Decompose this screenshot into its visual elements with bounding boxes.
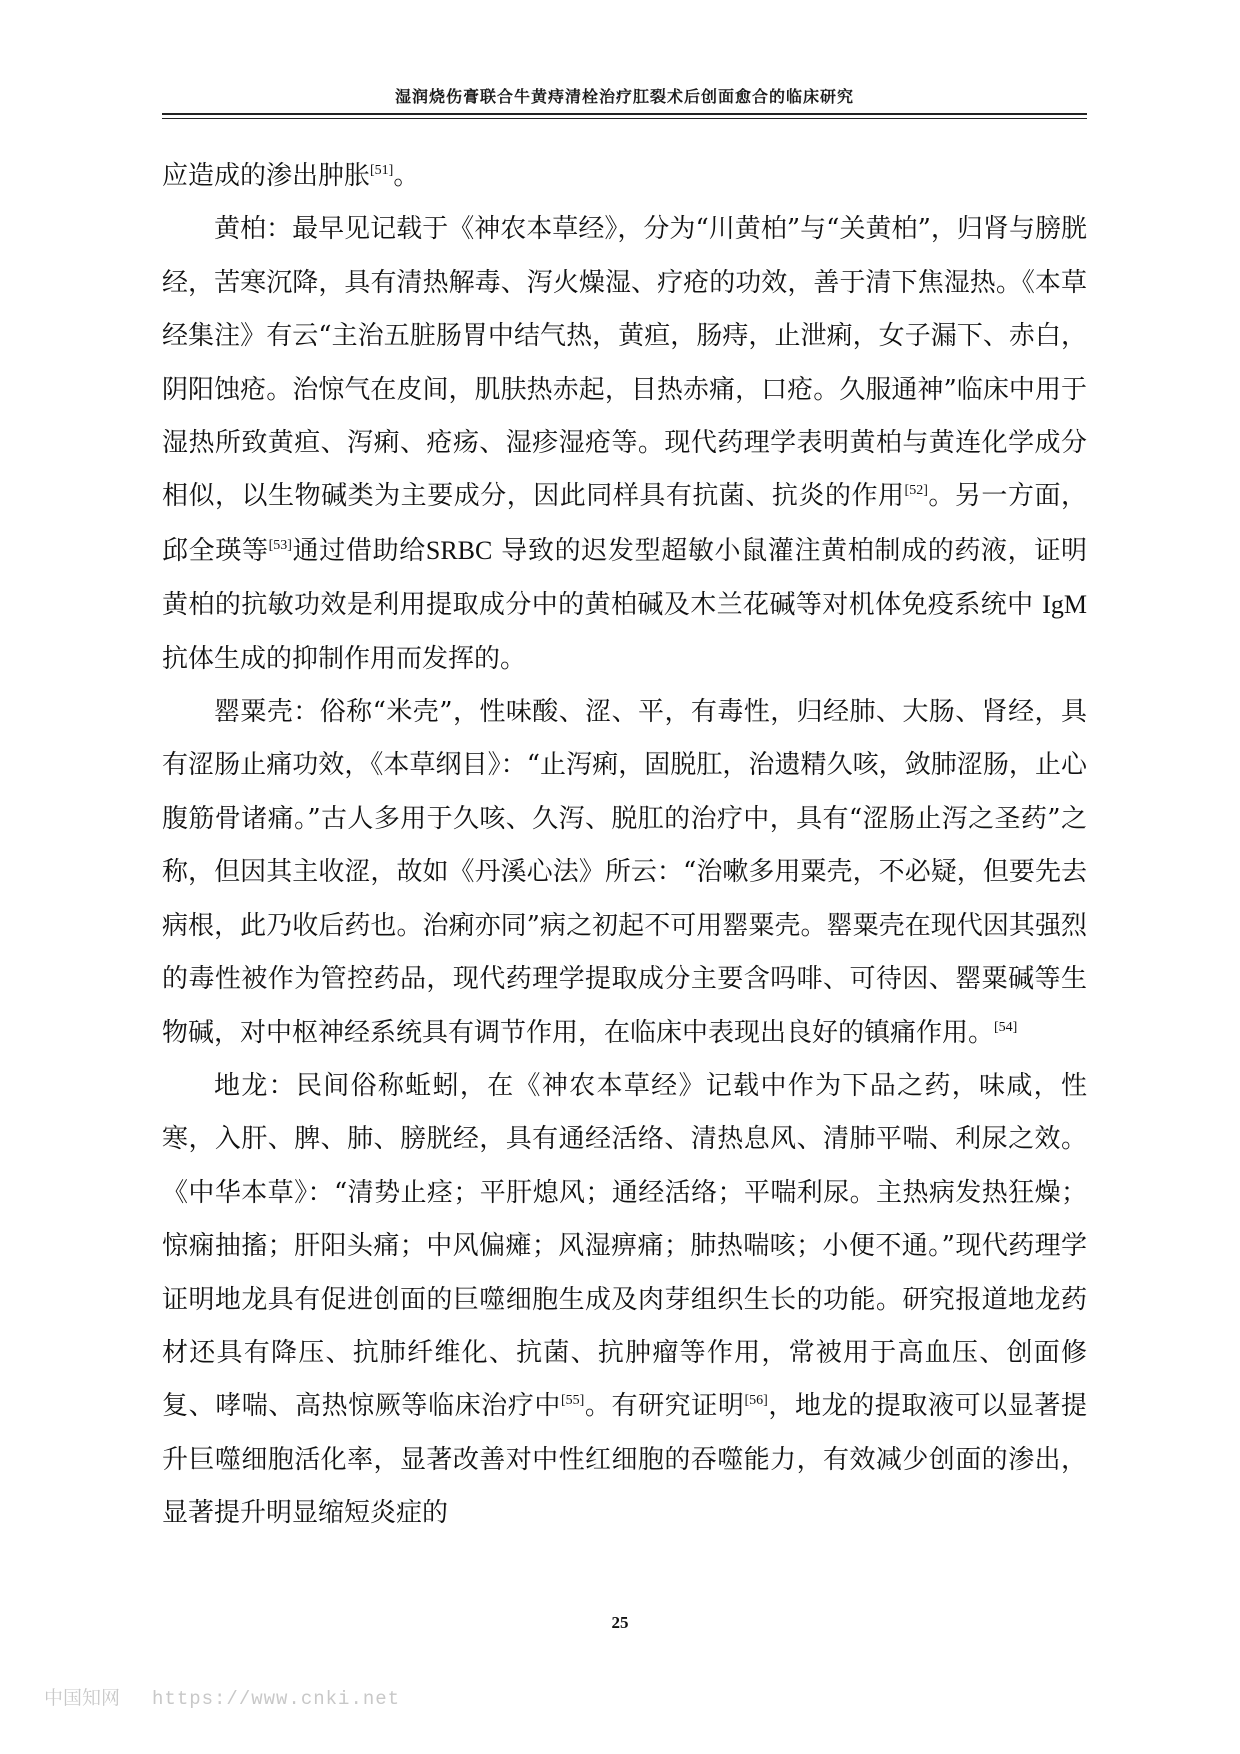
header-rule-secondary: [162, 118, 1087, 119]
text-run: 。有研究证明: [584, 1391, 745, 1422]
citation-marker: [54]: [994, 1019, 1018, 1035]
body-text: [162, 150, 1087, 1541]
text-run: 导致的迟发型超敏小鼠灌注黄柏制成的药液，证明黄柏的抗敏功效是利用提取成分中的黄柏碱及木兰花碱等对机体免疫系统中: [162, 535, 1087, 621]
paragraph-continuation: [162, 150, 1087, 203]
text-run: ，地龙的提取液可以显著提升巨噬细胞活化率，显著改善对中性红细胞的吞噬能力，有效减少创面的渗出，显著提升明显缩短炎症的: [162, 1391, 1087, 1529]
watermark-site-name: 中国知网: [44, 1687, 121, 1709]
latin-term: IgM: [1042, 590, 1087, 620]
paragraph-dilong: [162, 1060, 1087, 1541]
citation-marker: [56]: [744, 1393, 768, 1409]
running-header: 湿润烧伤膏联合牛黄痔清栓治疗肛裂术后创面愈合的临床研究: [394, 87, 854, 106]
text-run: 。: [393, 161, 420, 191]
latin-term: SRBC: [425, 535, 493, 565]
citation-marker: [51]: [370, 163, 394, 178]
text-run: 罂粟壳：俗称“米壳”，性味酸、涩、平，有毒性，归经肺、大肠、肾经，具有涩肠止痛功效，《本草纲目》：“止泻痢，固脱肛，治遗精久咳，敛肺涩肠，止心腹筋骨诸痛。”古人多用于久咳、久泻、脱肛的治疗中，具有“涩肠止泻之圣药”之称，但因其主收涩，故如《丹溪心法》所云：“治嗽多用粟壳，不必疑，但要先去病根，此乃收后药也。治痢亦同”病之初起不可用罂粟壳。罂粟壳在现代因其强烈的毒性被作为管控药品，现代药理学提取成分主要含吗啡、可待因、罂粟碱等生物碱，对中枢神经系统具有调节作用，在临床中表现出良好的镇痛作用。: [162, 697, 1087, 1048]
paragraph-yingsuke: [162, 686, 1087, 1060]
citation-marker: [53]: [268, 537, 292, 553]
paragraph-huangbai: [162, 203, 1087, 686]
watermark-url: https://www.cnki.net: [152, 1688, 401, 1710]
citation-marker: [52]: [904, 483, 928, 499]
text-run: 通过借助给: [291, 535, 426, 566]
text-run: 黄柏：最早见记载于《神农本草经》，分为“川黄柏”与“关黄柏”，归肾与膀胱经，苦寒沉降，具有清热解毒、泻火燥湿、疗疮的功效，善于清下焦湿热。《本草经集注》有云“主治五脏肠胃中结气热，黄疸，肠痔，止泄痢，女子漏下、赤白，阴阳蚀疮。治惊气在皮间，肌肤热赤起，目热赤痛，口疮。久服通神”临床中用于湿热所致黄疸、泻痢、疮疡、湿疹湿疮等。现代药理学表明黄柏与黄连化学成分相似，以生物碱类为主要成分，因此同样具有抗菌、抗炎的作用: [162, 214, 1087, 512]
text-run: 抗体生成的抑制作用而发挥的。: [162, 643, 527, 674]
text-run: 。另一方面，邱全瑛等: [162, 481, 1087, 566]
page-number: 25: [611, 1613, 629, 1632]
citation-marker: [55]: [560, 1393, 585, 1409]
text-run: 应造成的渗出肿胀: [162, 161, 371, 191]
header-rule: [162, 113, 1087, 115]
text-run: 地龙：民间俗称蚯蚓，在《神农本草经》记载中作为下品之药，味咸，性寒，入肝、脾、肺、膀胱经，具有通经活络、清热息风、清肺平喘、利尿之效。《中华本草》：“清势止痉；平肝熄风；通经活络；平喘利尿。主热病发热狂燥；惊痫抽搐；肝阳头痛；中风偏瘫；风湿痹痛；肺热喘咳；小便不通。”现代药理学证明地龙具有促进创面的巨噬细胞生成及肉芽组织生长的功能。研究报道地龙药材还具有降压、抗肺纤维化、抗菌、抗肿瘤等作用，常被用于高血压、创面修复、哮喘、高热惊厥等临床治疗中: [162, 1070, 1087, 1422]
watermark: [44, 1683, 400, 1710]
